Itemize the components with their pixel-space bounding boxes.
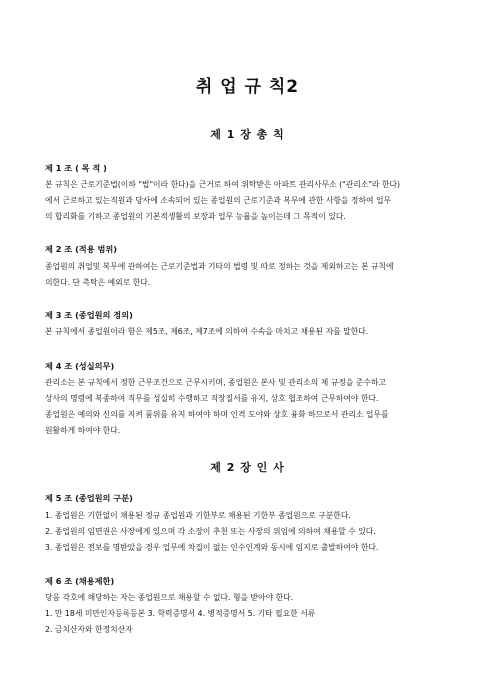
article-heading: 제 3 조 (종업원의 정의) [45, 310, 133, 320]
article-heading: 제 1 조 ( 목 적 ) [45, 163, 107, 173]
article-line: 본 규칙에서 종업원이라 함은 제5조, 제6조, 제7조에 의하여 수속을 마치고 채용된 자를 말한다. [45, 327, 369, 336]
article-line: 의한다. 단 촉탁은 예외로 한다. [45, 278, 151, 287]
article-line: 1. 종업원은 기한없이 채용된 정규 종업원과 기한부로 채용된 기한부 종업원으로 구분한다. [45, 511, 351, 520]
article-line: 의 합리화를 기하고 종업원의 기본적생활의 보장과 업무 능률을 높이는데 그 목적이 있다. [45, 212, 346, 221]
chapter-heading: 제 1 장 총 칙 [210, 128, 285, 141]
article-line: 종업원은 예의와 신의를 지켜 품위를 유지 하여야 하며 인격 도야와 상호 융화 하므로서 관리소 업무를 [45, 410, 389, 419]
article-line: 관리소는 본 규칙에서 정한 근무조건으로 근무시키며, 종업원은 본사 및 관리소의 제 규정을 준수하고 [45, 378, 387, 387]
article-heading: 제 5 조 (종업원의 구분) [45, 493, 133, 503]
article-line: 원활하게 하여야 한다. [45, 426, 121, 435]
article-heading: 제 4 조 (성실의무) [45, 361, 115, 371]
article-line: 에서 근로하고 있는직원과 당사에 소속되어 있는 종업원의 근로기준과 복무에 관한 사항을 정하여 업무 [45, 196, 392, 205]
article-line: 종업원의 취업및 복무에 관하여는 근로기준법과 기타의 법령 및 따로 정하는 것을 제외하고는 본 규칙에 [45, 262, 394, 271]
article-line: 2. 종업원의 임면권은 사장에게 있으며 각 소장이 추천 또는 사장의 위임에 의하여 채용할 수 있다. [45, 527, 376, 536]
article-heading: 제 6 조 (채용제한) [45, 576, 115, 586]
document-title: 취 업 규 칙2 [195, 77, 300, 97]
article-line: 당음 각호에 해당하는 자는 종업원으로 채용할 수 없다. 형을 받아야 한다. [45, 593, 294, 602]
article-heading: 제 2 조 (적용 범위) [45, 244, 118, 254]
article-line: 1. 만 18세 미만인자등록등본 3. 학력증명서 4. 병적증명서 5. 기타 필요한 서류 [45, 609, 316, 618]
article-line: 3. 종업원은 전보를 명받았을 경우 업무에 차질이 없는 인수인계와 동시에 임지로 출발하여야 한다. [45, 543, 379, 552]
article-line: 2. 금치산자와 한정치산자 [45, 625, 133, 634]
article-line: 본 규칙은 근로기준법(이하 "법"이라 한다)을 근거로 하여 위탁받은 아파트 관리사무소 ("관리소"라 한다) [45, 180, 401, 189]
chapter-heading: 제 2 장 인 사 [210, 461, 285, 474]
article-line: 상사의 명령에 복종하여 직무를 성실히 수행하고 직장질서를 유지, 상호 협조하여 근무하여야 한다. [45, 394, 379, 403]
